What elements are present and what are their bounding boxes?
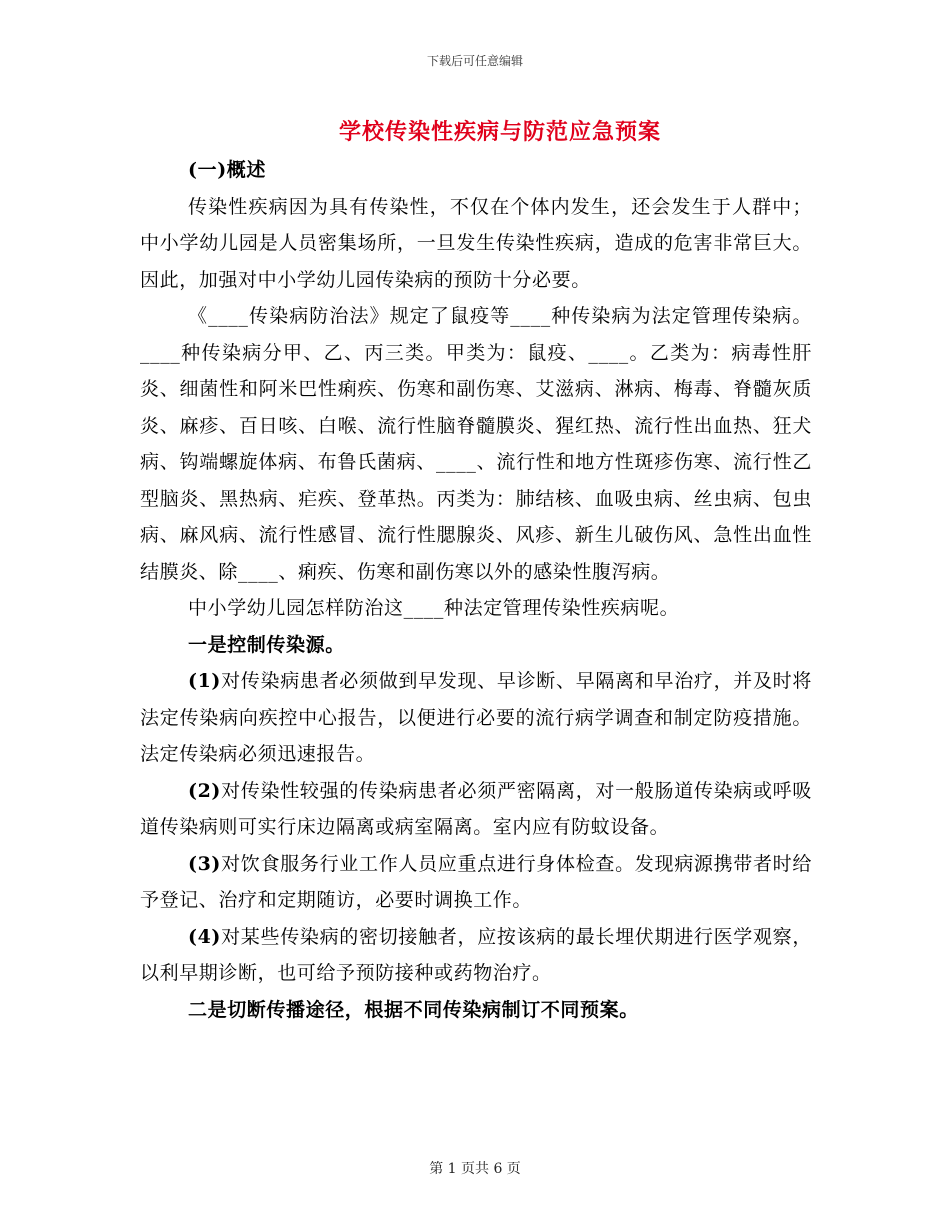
item-number: (2) (188, 779, 221, 802)
item-number: (3) (188, 852, 221, 875)
document-title: 学校传染性疾病与防范应急预案 (338, 119, 661, 145)
page-footer: 第 1 页共 6 页 (429, 1161, 521, 1177)
law-paragraph: 《____传染病防治法》规定了鼠疫等____种传染病为法定管理传染病。____种传染病分甲、乙、丙三类。甲类为：鼠疫、____。乙类为：病毒性肝炎、细菌性和阿米巴性痢疾、伤寒和副伤寒、艾滋病、淋病、梅毒、脊髓灰质炎、麻疹、百日咳、白喉、流行性脑脊髓膜炎、猩红热、流行性出血热、狂犬病、钩端螺旋体病、布鲁氏菌病、____、流行性和地方性斑疹伤寒、流行性乙型脑炎、黑热病、疟疾、登革热。丙类为：肺结核、血吸虫病、丝虫病、包虫病、麻风病、流行性感冒、流行性腮腺炎、风疹、新生儿破伤风、急性出血性结膜炎、除____、痢疾、伤寒和副伤寒以外的感染性腹泻病。 (140, 305, 812, 583)
list-item (140, 846, 812, 919)
page-header: 下载后可任意编辑 (426, 54, 523, 68)
overview-heading: (一)概述 (188, 159, 266, 181)
control-source-heading: 一是控制传染源。 (188, 633, 345, 656)
document-body (140, 152, 812, 1028)
item-number: (4) (188, 925, 221, 948)
item-text: 对某些传染病的密切接触者，应按该病的最长埋伏期进行医学观察，以利早期诊断，也可给予预防接种或药物治疗。 (140, 925, 812, 984)
item-text: 对传染性较强的传染病患者必须严密隔离，对一般肠道传染病或呼吸道传染病则可实行床边隔离或病室隔离。室内应有防蚊设备。 (140, 779, 812, 838)
question-paragraph: 中小学幼儿园怎样防治这____种法定管理传染性疾病呢。 (188, 597, 680, 619)
cut-route-heading: 二是切断传播途径，根据不同传染病制订不同预案。 (188, 998, 639, 1021)
list-item (140, 919, 812, 992)
list-item (140, 773, 812, 846)
item-text: 对传染病患者必须做到早发现、早诊断、早隔离和早治疗，并及时将法定传染病向疾控中心报告，以便进行必要的流行病学调查和制定防疫措施。法定传染病必须迅速报告。 (140, 670, 812, 765)
list-item (140, 663, 812, 773)
overview-paragraph: 传染性疾病因为具有传染性，不仅在个体内发生，还会发生于人群中；中小学幼儿园是人员密集场所，一旦发生传染性疾病，造成的危害非常巨大。因此，加强对中小学幼儿园传染病的预防十分必要。 (140, 195, 812, 291)
item-number: (1) (188, 670, 221, 692)
item-text: 对饮食服务行业工作人员应重点进行身体检查。发现病源携带者时给予登记、治疗和定期随访，必要时调换工作。 (140, 852, 812, 911)
